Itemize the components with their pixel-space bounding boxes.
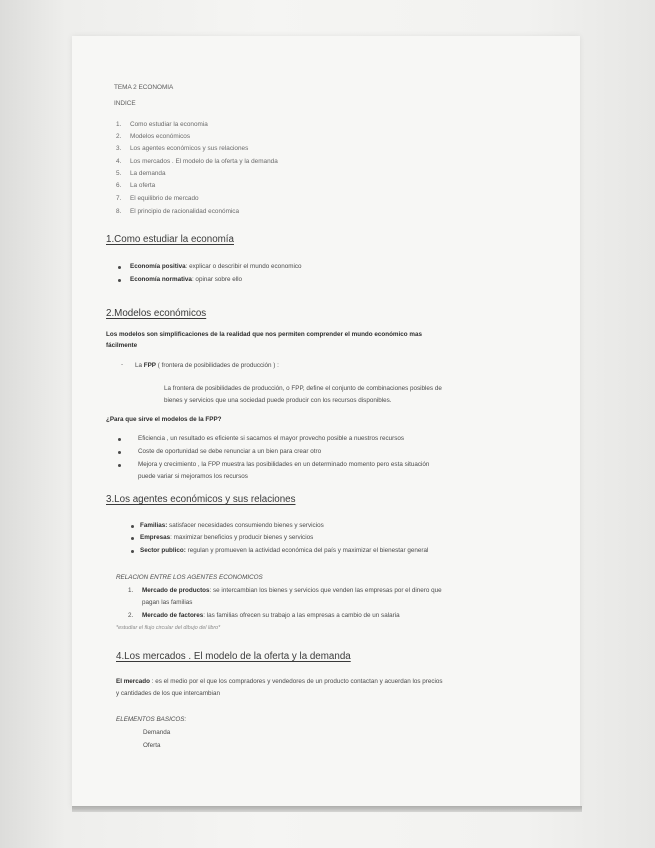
list-item: Empresas: maximizar beneficios y producir bienes y servicios (140, 534, 314, 541)
bullet-icon (131, 537, 134, 540)
bullet-icon (131, 525, 134, 528)
list-item: Economía positiva: explicar o describir el mundo economico (130, 263, 302, 270)
toc-item: 5. La demanda (116, 170, 166, 177)
relation-item: 1. Mercado de productos: se intercambian los bienes y servicios que venden las empresas por el dinero que (128, 587, 442, 594)
list-item: Eficiencia , un resultado es eficiente si sacamos el mayor provecho posible a nuestros recursos (138, 435, 405, 442)
toc-item: 1. Como estudiar la economia (116, 121, 208, 128)
toc-item: 6. La oferta (116, 182, 156, 189)
list-item: Mejora y crecimiento , la FPP muestra las posibilidades en un determinado momento pero esta situación (138, 461, 430, 468)
market-definition-cont: y cantidades de los que intercambian (116, 690, 220, 697)
toc-item: 8. El principio de racionalidad económica (116, 208, 240, 215)
list-item: Familias: satisfacer necesidades consumiendo bienes y servicios (140, 522, 324, 529)
list-item-cont: puede variar si mejoramos los recursos (138, 473, 248, 480)
relations-title: RELACION ENTRE LOS AGENTES ECONOMICOS (116, 574, 263, 581)
dash-marker: - (121, 361, 124, 368)
fpp-line: La FPP ( frontera de posibilidades de producción ) : (135, 362, 279, 369)
toc-item: 4. Los mercados . El modelo de la oferta y la demanda (116, 158, 278, 165)
relation-item: 2. Mercado de factores: las familias ofrecen su trabajo a las empresas a cambio de un salaria (128, 612, 400, 619)
bullet-icon (118, 464, 121, 467)
index-label: INDICE (114, 100, 136, 107)
section-4-heading: 4.Los mercados . El modelo de la oferta y la demanda (116, 651, 351, 662)
bullet-icon (118, 279, 121, 282)
elements-title: ELEMENTOS BASICOS: (116, 716, 187, 723)
models-intro: Los modelos son simplificaciones de la realidad que nos permiten comprender el mundo económico mas (106, 331, 422, 338)
section-1-heading: 1.Como estudiar la economía (106, 234, 234, 245)
models-intro-cont: fácilmente (106, 342, 138, 349)
list-item: Economía normativa: opinar sobre ello (130, 276, 242, 283)
toc-item: 3. Los agentes económicos y sus relaciones (116, 145, 249, 152)
section-3-heading: 3.Los agentes económicos y sus relaciones (106, 494, 296, 505)
fpp-definition: La frontera de posibilidades de producción, o FPP, define el conjunto de combinaciones posibles de (164, 385, 442, 392)
bullet-icon (131, 550, 134, 553)
document-title: TEMA 2 ECONOMIA (114, 84, 174, 91)
fpp-question: ¿Para que sirve el modelos de la FPP? (106, 416, 222, 423)
study-note: *estudiar el flujo circular del dibujo del libro* (116, 625, 221, 631)
element-item: Oferta (143, 742, 161, 749)
bullet-icon (118, 438, 121, 441)
element-item: Demanda (143, 729, 171, 736)
market-definition: El mercado : es el medio por el que los compradores y vendedores de un producto contactan y acuerdan los precios (116, 678, 443, 685)
bullet-icon (118, 451, 121, 454)
list-item: Sector publico: regulan y promueven la actividad económica del país y maximizar el bienestar general (140, 547, 429, 554)
list-item: Coste de oportunidad se debe renunciar a un bien para crear otro (138, 448, 322, 455)
fpp-definition-cont: bienes y servicios que una sociedad puede producir con los recursos disponibles. (164, 397, 392, 404)
relation-item-cont: pagan las familias (142, 599, 193, 606)
toc-item: 2. Modelos económicos (116, 133, 191, 140)
bullet-icon (118, 266, 121, 269)
toc-item: 7. El equilibrio de mercado (116, 195, 199, 202)
page-edge-shadow (72, 806, 582, 812)
section-2-heading: 2.Modelos económicos (106, 308, 207, 319)
